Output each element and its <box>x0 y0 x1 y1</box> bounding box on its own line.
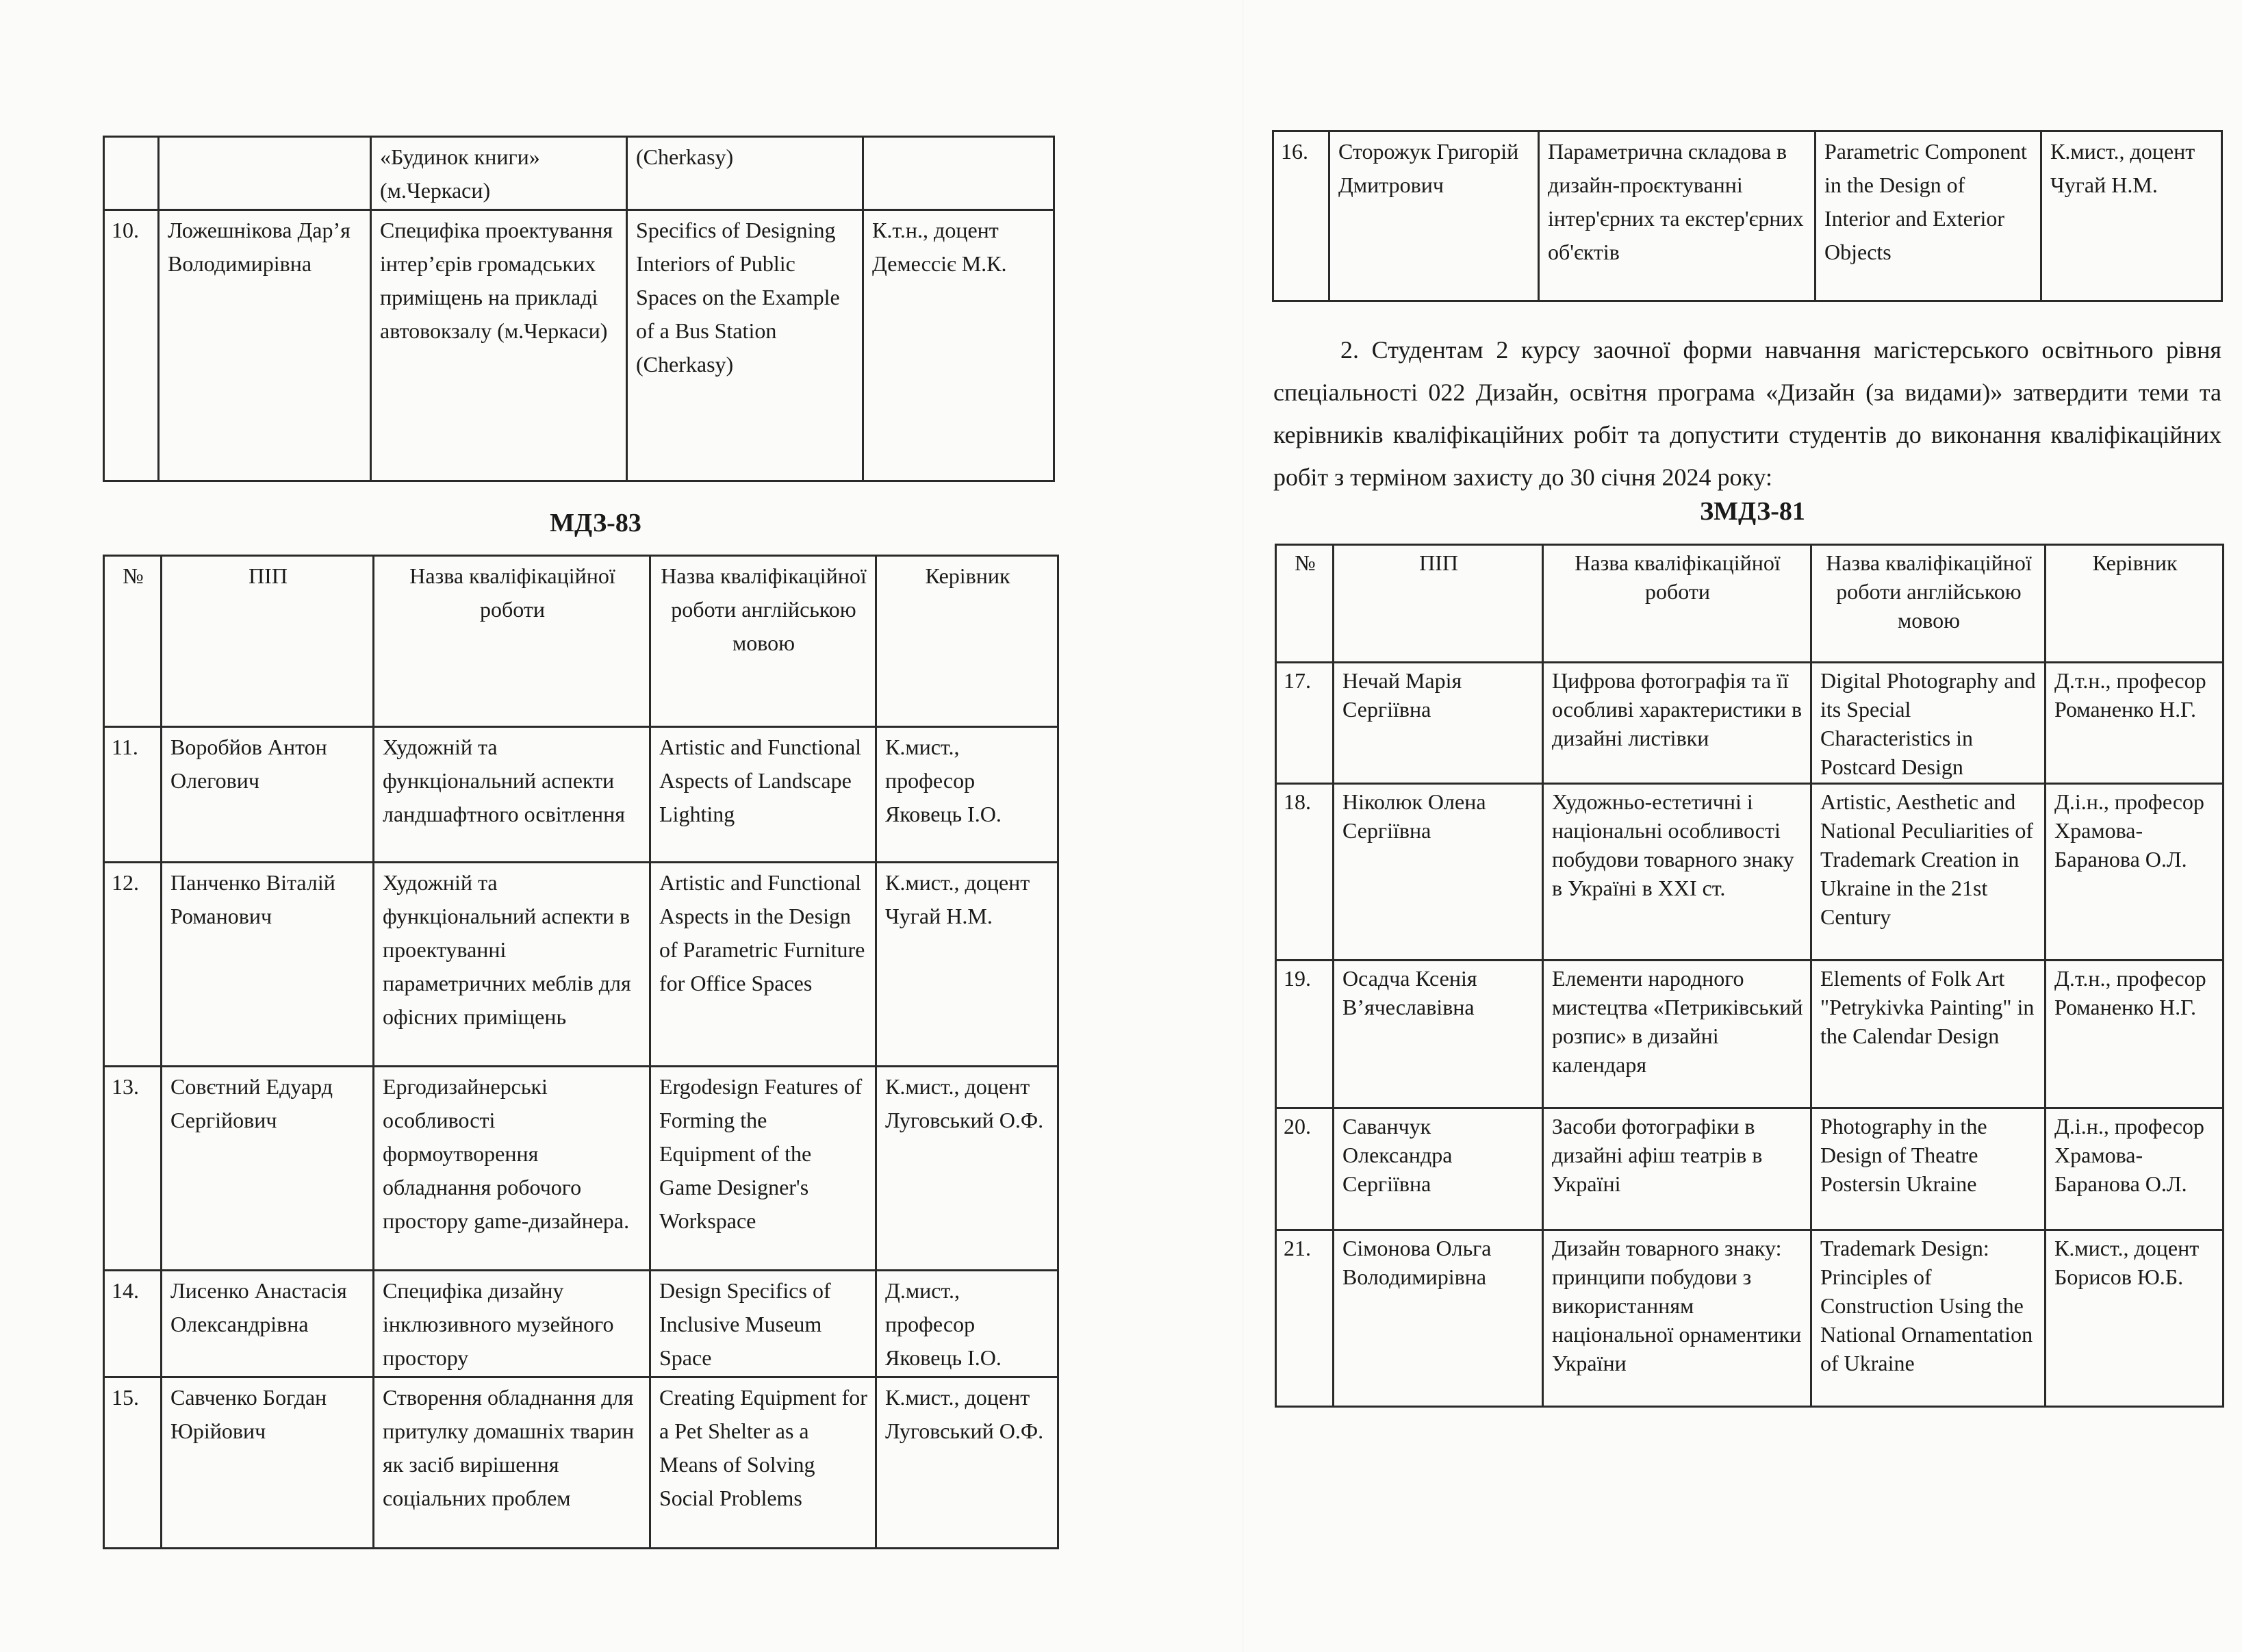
supervisor: Д.і.н., професор Храмова-Баранова О.Л. <box>2046 784 2224 961</box>
thesis-title-en: (Cherkasy) <box>627 137 863 210</box>
supervisor: Д.т.н., професор Романенко Н.Г. <box>2046 663 2224 784</box>
header-number: № <box>1276 545 1334 663</box>
header-title-en: Назва кваліфікаційної роботи англійською мовою <box>650 556 876 727</box>
supervisor: Д.мист., професор Яковець І.О. <box>876 1271 1058 1377</box>
student-name <box>159 137 371 210</box>
thesis-title-en: Specifics of Designing Interiors of Public Spaces on the Example of a Bus Station (Cherkasy) <box>627 210 863 481</box>
table-row <box>104 1271 1058 1377</box>
table-header-row <box>1276 545 2224 663</box>
row-number: 15. <box>104 1377 162 1549</box>
thesis-title-en: Parametric Component in the Design of Interior and Exterior Objects <box>1816 131 2041 301</box>
thesis-table-mdz83 <box>103 555 1059 1549</box>
supervisor: К.мист., доцент Чугай Н.М. <box>2041 131 2222 301</box>
header-supervisor: Керівник <box>876 556 1058 727</box>
student-name: Лисенко Анастасія Олександрівна <box>162 1271 374 1377</box>
thesis-title-en: Design Specifics of Inclusive Museum Space <box>650 1271 876 1377</box>
row-number: 12. <box>104 863 162 1067</box>
thesis-title-en: Artistic and Functional Aspects in the Design of Parametric Furniture for Office Spaces <box>650 863 876 1067</box>
header-number: № <box>104 556 162 727</box>
supervisor: Д.т.н., професор Романенко Н.Г. <box>2046 961 2224 1108</box>
row-number: 19. <box>1276 961 1334 1108</box>
order-paragraph-2: 2. Студентам 2 курсу заочної форми навчання магістерського освітнього рівня спеціальності 022 Дизайн, освітня програма «Дизайн (за видами)» затвердити теми та керівників кваліфікаційних робіт та допустити студентів до виконання кваліфікаційних робіт з терміном захисту до 30 січня 2024 року: <box>1273 336 2221 491</box>
table-row <box>1276 1108 2224 1230</box>
continued-table-left <box>103 136 1055 482</box>
student-name: Воробйов Антон Олегович <box>162 727 374 863</box>
thesis-title-ua: Елементи народного мистецтва «Петриківський розпис» в дизайні календаря <box>1543 961 1811 1108</box>
supervisor: Д.і.н., професор Храмова-Баранова О.Л. <box>2046 1108 2224 1230</box>
table-row <box>104 1377 1058 1549</box>
supervisor: К.мист., доцент Луговський О.Ф. <box>876 1067 1058 1271</box>
header-title-ua: Назва кваліфікаційної роботи <box>374 556 650 727</box>
thesis-title-en: Ergodesign Features of Forming the Equipment of the Game Designer's Workspace <box>650 1067 876 1271</box>
thesis-title-en: Trademark Design: Principles of Construction Using the National Ornamentation of Ukraine <box>1811 1230 2046 1407</box>
thesis-title-ua: «Будинок книги» (м.Черкаси) <box>371 137 627 210</box>
student-name: Савченко Богдан Юрійович <box>162 1377 374 1549</box>
group-title-zmdz81: ЗМДЗ-81 <box>1700 497 1805 526</box>
header-supervisor: Керівник <box>2046 545 2224 663</box>
header-name: ПІП <box>162 556 374 727</box>
thesis-title-en: Artistic, Aesthetic and National Peculiarities of Trademark Creation in Ukraine in the 21st Century <box>1811 784 2046 961</box>
row-number: 21. <box>1276 1230 1334 1407</box>
table-row <box>104 1067 1058 1271</box>
header-name: ПІП <box>1334 545 1543 663</box>
thesis-title-ua: Створення обладнання для притулку домашніх тварин як засіб вирішення соціальних проблем <box>374 1377 650 1549</box>
row-number: 17. <box>1276 663 1334 784</box>
row-number: 16. <box>1273 131 1329 301</box>
continued-table-right <box>1272 130 2223 302</box>
row-number: 13. <box>104 1067 162 1271</box>
thesis-title-ua: Параметрична складова в дизайн-проєктуванні інтер'єрних та екстер'єрних об'єктів <box>1539 131 1816 301</box>
student-name: Саванчук Олександра Сергіївна <box>1334 1108 1543 1230</box>
student-name: Сімонова Ольга Володимирівна <box>1334 1230 1543 1407</box>
table-row <box>104 727 1058 863</box>
thesis-title-en: Elements of Folk Art "Petrykivka Painting" in the Calendar Design <box>1811 961 2046 1108</box>
header-title-ua: Назва кваліфікаційної роботи <box>1543 545 1811 663</box>
table-header-row <box>104 556 1058 727</box>
supervisor: К.мист., доцент Борисов Ю.Б. <box>2046 1230 2224 1407</box>
table-row <box>1276 663 2224 784</box>
table-row <box>1273 131 2222 301</box>
thesis-title-ua: Художній та функціональний аспекти ландшафтного освітлення <box>374 727 650 863</box>
row-number: 20. <box>1276 1108 1334 1230</box>
supervisor: К.мист., професор Яковець І.О. <box>876 727 1058 863</box>
thesis-title-en: Digital Photography and its Special Characteristics in Postcard Design <box>1811 663 2046 784</box>
row-number: 10. <box>104 210 159 481</box>
student-name: Совєтний Едуард Сергійович <box>162 1067 374 1271</box>
supervisor: К.мист., доцент Чугай Н.М. <box>876 863 1058 1067</box>
student-name: Панченко Віталій Романович <box>162 863 374 1067</box>
thesis-title-ua: Цифрова фотографія та її особливі характеристики в дизайні листівки <box>1543 663 1811 784</box>
student-name: Сторожук Григорій Дмитрович <box>1329 131 1539 301</box>
student-name: Ніколюк Олена Сергіївна <box>1334 784 1543 961</box>
thesis-title-ua: Засоби фотографіки в дизайні афіш театрів в Україні <box>1543 1108 1811 1230</box>
group-title-mdz83: МДЗ-83 <box>550 509 641 537</box>
thesis-title-en: Photography in the Design of Theatre Postersin Ukraine <box>1811 1108 2046 1230</box>
thesis-table-zmdz81 <box>1275 544 2224 1408</box>
row-number: 18. <box>1276 784 1334 961</box>
thesis-title-ua: Специфіка проектування інтер’єрів громадських приміщень на прикладі автовокзалу (м.Черкаси) <box>371 210 627 481</box>
student-name: Нечай Марія Сергіївна <box>1334 663 1543 784</box>
table-row <box>1276 961 2224 1108</box>
right-page <box>1123 0 2242 1652</box>
row-number <box>104 137 159 210</box>
thesis-title-ua: Художньо-естетичні і національні особливості побудови товарного знаку в Україні в XXI ст. <box>1543 784 1811 961</box>
student-name: Ложешнікова Дар’я Володимирівна <box>159 210 371 481</box>
thesis-title-en: Artistic and Functional Aspects of Landscape Lighting <box>650 727 876 863</box>
header-title-en: Назва кваліфікаційної роботи англійською мовою <box>1811 545 2046 663</box>
table-row <box>1276 1230 2224 1407</box>
supervisor: К.мист., доцент Луговський О.Ф. <box>876 1377 1058 1549</box>
thesis-title-ua: Ергодизайнерські особливості формоутворення обладнання робочого простору game-дизайнера. <box>374 1067 650 1271</box>
table-row <box>104 863 1058 1067</box>
thesis-title-en: Creating Equipment for a Pet Shelter as a Means of Solving Social Problems <box>650 1377 876 1549</box>
thesis-title-ua: Художній та функціональний аспекти в проектуванні параметричних меблів для офісних приміщень <box>374 863 650 1067</box>
table-row <box>104 137 1054 210</box>
thesis-title-ua: Дизайн товарного знаку: принципи побудови з використанням національної орнаментики України <box>1543 1230 1811 1407</box>
supervisor: К.т.н., доцент Демессіє М.К. <box>863 210 1054 481</box>
thesis-title-ua: Специфіка дизайну інклюзивного музейного простору <box>374 1271 650 1377</box>
student-name: Осадча Ксенія В’ячеславівна <box>1334 961 1543 1108</box>
row-number: 14. <box>104 1271 162 1377</box>
row-number: 11. <box>104 727 162 863</box>
supervisor <box>863 137 1054 210</box>
table-row <box>104 210 1054 481</box>
table-row <box>1276 784 2224 961</box>
